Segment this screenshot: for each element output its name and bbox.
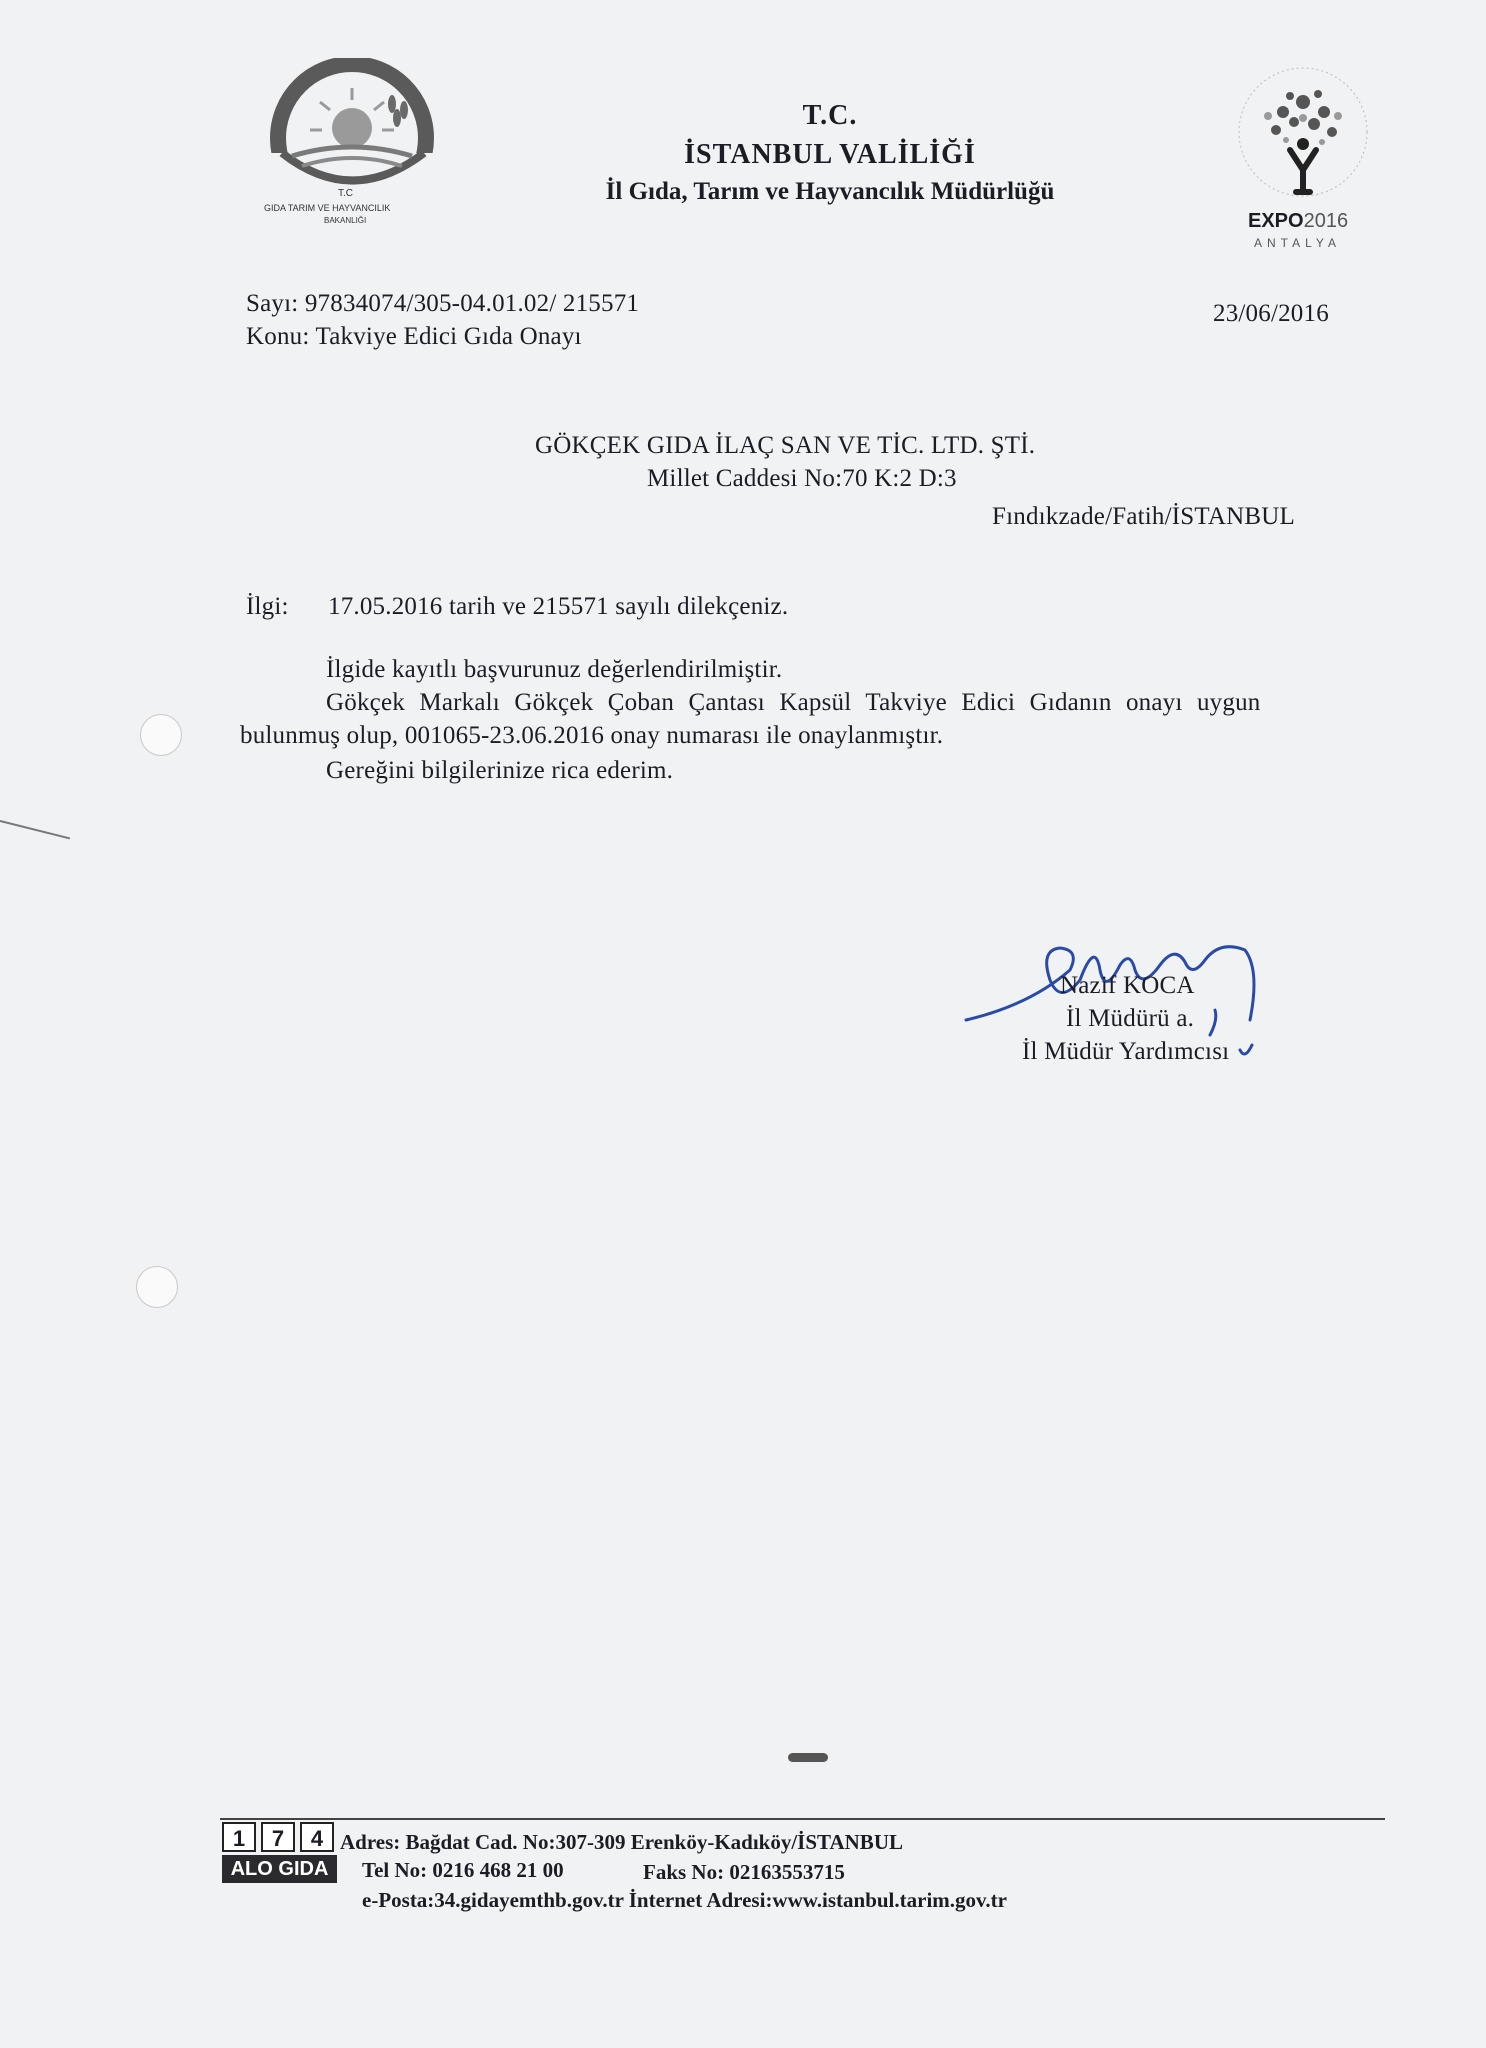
body-paragraph-2-line-1: Gökçek Markalı Gökçek Çoban Çantası Kapsül Takviye Edici Gıdanın onayı uygun: [326, 689, 1261, 716]
alo-digit-3: 4: [300, 1822, 334, 1852]
expo-logo: [1228, 60, 1378, 260]
ministry-logo-name: GIDA TARIM VE HAYVANCILIK: [264, 203, 391, 213]
header-governorship: İSTANBUL VALİLİĞİ: [684, 139, 976, 170]
punch-hole-top: [140, 714, 182, 756]
reference-text: 17.05.2016 tarih ve 215571 sayılı dilekçeniz.: [328, 593, 789, 620]
expo-year: 2016: [1303, 210, 1349, 232]
recipient-street: Millet Caddesi No:70 K:2 D:3: [647, 465, 957, 492]
scan-mark-line: [0, 820, 70, 839]
expo-wordmark: [1248, 210, 1348, 233]
header-directorate: İl Gıda, Tarım ve Hayvancılık Müdürlüğü: [605, 178, 1055, 205]
expo-tree-icon: [1228, 60, 1378, 210]
letter-date: 23/06/2016: [1213, 300, 1329, 327]
subject: Konu: Takviye Edici Gıda Onayı: [246, 323, 582, 350]
expo-city: ANTALYA: [1254, 236, 1342, 250]
alo-gida-badge: [222, 1822, 337, 1884]
header-tc: T.C.: [802, 100, 858, 131]
alo-digit-1: 1: [222, 1822, 256, 1852]
signatory-name: Nazif KOCA: [1060, 972, 1195, 999]
body-paragraph-3: Gereğini bilgilerinize rica ederim.: [326, 757, 674, 784]
ministry-logo-tc: T.C: [338, 188, 353, 199]
signatory-title-2: İl Müdür Yardımcısı: [1022, 1038, 1230, 1065]
alo-digit-2: 7: [261, 1822, 295, 1852]
signatory-title-1: İl Müdürü a.: [1066, 1005, 1195, 1032]
footer-tel: Tel No: 0216 468 21 00: [362, 1858, 564, 1882]
reference-number: Sayı: 97834074/305-04.01.02/ 215571: [246, 290, 640, 317]
recipient-city: Fındıkzade/Fatih/İSTANBUL: [992, 503, 1295, 530]
ministry-logo-name2: BAKANLIĞI: [324, 216, 367, 225]
body-paragraph-1: İlgide kayıtlı başvurunuz değerlendirilmiştir.: [326, 656, 783, 683]
footer-address: Adres: Bağdat Cad. No:307-309 Erenköy-Kadıköy/İSTANBUL: [340, 1830, 903, 1854]
alo-gida-label: ALO GIDA: [222, 1855, 337, 1883]
expo-text: EXPO: [1248, 210, 1304, 232]
reference-label: İlgi:: [246, 593, 289, 620]
recipient-name: GÖKÇEK GIDA İLAÇ SAN VE TİC. LTD. ŞTİ.: [535, 432, 1036, 459]
footer-rule: [220, 1818, 1385, 1820]
punch-hole-bottom: [136, 1266, 178, 1308]
body-paragraph-2-line-2: bulunmuş olup, 001065-23.06.2016 onay numarası ile onaylanmıştır.: [240, 722, 944, 749]
ministry-logo: [252, 58, 452, 238]
footer-fax: Faks No: 02163553715: [643, 1860, 845, 1884]
footer-email-web: e-Posta:34.gidayemthb.gov.tr İnternet Adresi:www.istanbul.tarim.gov.tr: [362, 1888, 1007, 1912]
scan-smudge: [788, 1753, 828, 1762]
